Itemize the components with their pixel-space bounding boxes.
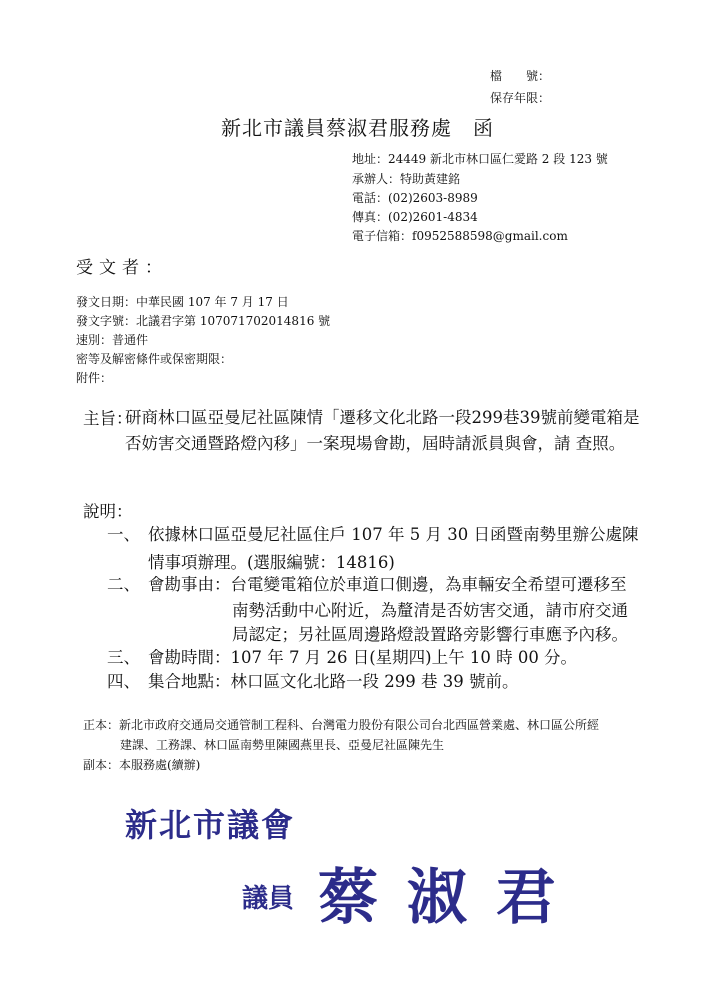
role-seal-text: 議員	[242, 884, 295, 914]
council-seal-text: 新北市議會	[125, 806, 296, 844]
contact-phone: 電話：(02)2603-8989	[352, 191, 478, 205]
contact-email: 電子信箱：f0952588598@gmail.com	[352, 229, 568, 243]
explanation-item	[90, 572, 627, 597]
explanation-item	[90, 669, 518, 694]
explanation-item	[90, 645, 577, 670]
item-number: 二、	[107, 575, 140, 594]
item-text-continued: 情事項辦理。(選服編號：14816)	[148, 553, 395, 572]
contact-handler: 承辦人：特助黃建銘	[352, 172, 461, 186]
dispatch-speed: 速別：普通件	[76, 333, 149, 347]
copy-recipients: 副本：本服務處(續辦)	[83, 758, 201, 772]
file-number-label: 檔 號：	[490, 69, 551, 83]
dispatch-date: 發文日期：中華民國 107 年 7 月 17 日	[76, 295, 289, 309]
original-recipients-continued: 建課、工務課、林口區南勢里陳國燕里長、亞曼尼社區陳先生	[120, 738, 445, 752]
recipient-label: 受文者：	[76, 258, 168, 278]
item-text-continued: 南勢活動中心附近，為釐清是否妨害交通，請市府交通	[232, 601, 628, 620]
item-number: 一、	[107, 525, 140, 544]
signature-name: 蔡 淑 君	[318, 863, 560, 933]
item-text-continued: 局認定；另社區周邊路燈設置路旁影響行車應予內移。	[232, 625, 628, 644]
item-number: 三、	[107, 648, 140, 667]
contact-fax: 傳真：(02)2601-4834	[352, 210, 478, 224]
item-text: 林口區文化北路一段 299 巷 39 號前。	[230, 672, 519, 691]
item-number: 四、	[107, 672, 140, 691]
dispatch-number: 發文字號：北議君字第 107071702014816 號	[76, 314, 331, 328]
subject-label: 主旨：	[83, 409, 133, 428]
page-title: 新北市議員蔡淑君服務處 函	[221, 116, 494, 140]
item-text: 台電變電箱位於車道口側邊，為車輛安全希望可遷移至	[230, 575, 627, 594]
item-text: 107 年 7 月 26 日(星期四)上午 10 時 00 分。	[230, 648, 578, 667]
original-recipients: 正本：新北市政府交通局交通管制工程科、台灣電力股份有限公司台北西區營業處、林口區公所經	[83, 718, 600, 732]
retention-label: 保存年限：	[490, 91, 551, 105]
explanation-label: 說明：	[83, 502, 133, 521]
item-label: 會勘時間：	[148, 648, 231, 667]
explanation-item	[90, 522, 638, 547]
contact-address: 地址：24449 新北市林口區仁愛路 2 段 123 號	[352, 152, 608, 166]
subject-text: 研商林口區亞曼尼社區陳情「遷移文化北路一段299巷39號前變電箱是否妨害交通暨路燈內移」一案現場會勘，屆時請派員與會，請 查照。	[125, 408, 640, 453]
item-label: 會勘事由：	[148, 575, 231, 594]
dispatch-attachment: 附件：	[76, 371, 113, 385]
item-label: 集合地點：	[148, 672, 231, 691]
item-text: 依據林口區亞曼尼社區住戶 107 年 5 月 30 日函暨南勢里辦公處陳	[148, 525, 639, 544]
dispatch-secrecy: 密等及解密條件或保密期限：	[76, 352, 233, 366]
